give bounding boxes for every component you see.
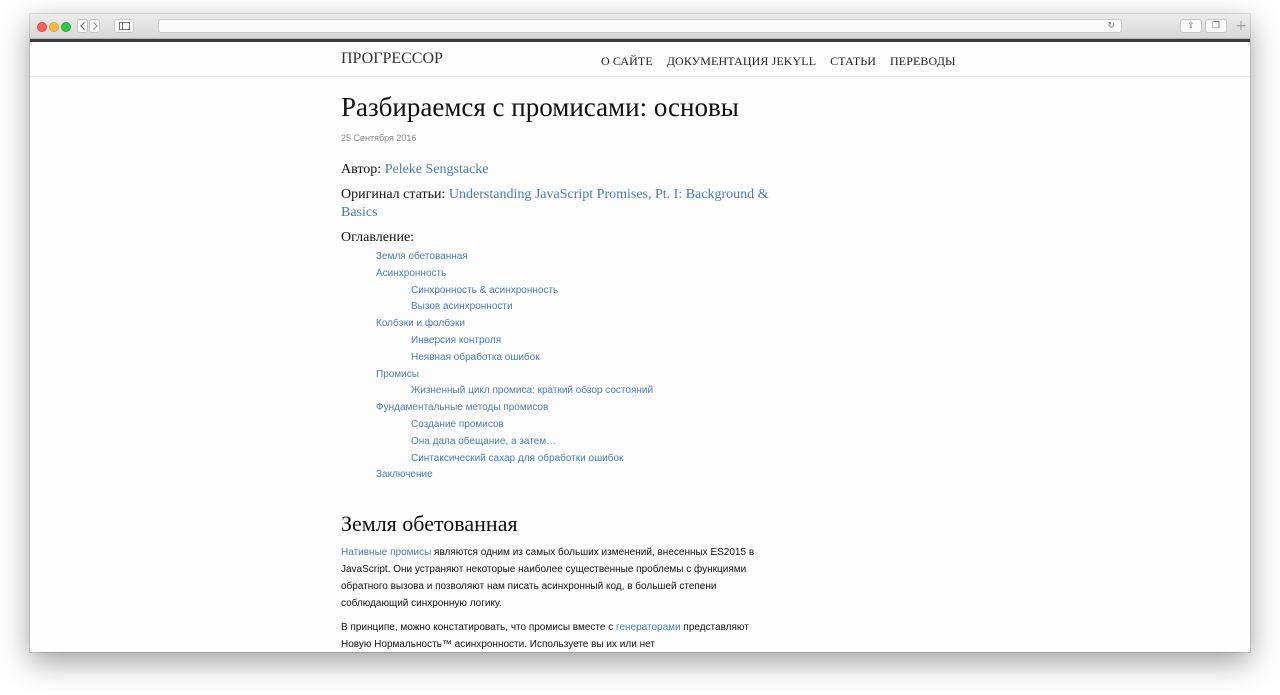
toc-item [341,299,771,316]
toc-item [341,467,771,484]
site-header [30,42,1250,77]
toc-link[interactable]: Промисы [376,368,419,380]
author-label: Автор: [341,162,385,177]
toc-item [341,434,771,451]
close-window-button[interactable] [37,22,47,32]
original-line [341,186,771,222]
original-label: Оригинал статьи: [341,187,449,202]
author-line [341,161,771,179]
forward-button[interactable] [89,19,100,33]
site-nav [601,54,956,69]
tabs-overview-button[interactable] [1205,19,1227,33]
paragraph [341,544,771,612]
toc-link[interactable]: Заключение [376,469,433,481]
toc-heading: Оглавление: [341,230,415,245]
toc-link[interactable]: Асинхронность [376,267,447,279]
toc-item [341,316,771,333]
paragraph-text: представляют Новую Нормальность™ асинхронности. Используете вы их или нет [341,622,749,651]
toc-link[interactable]: Она дала обещание, а затем… [411,435,557,447]
minimize-window-button[interactable] [49,22,59,32]
toc-link[interactable]: Колбэки и фолбэки [376,318,465,330]
toc-item [341,266,771,283]
toc-item [341,383,771,400]
toc-item [341,249,771,266]
nav-item-translations[interactable]: ПЕРЕВОДЫ [890,54,956,68]
nav-item-jekyll-docs[interactable]: ДОКУМЕНТАЦИЯ JEKYLL [666,54,817,68]
chevron-right-icon [92,22,98,30]
author-link[interactable]: Peleke Sengstacke [384,162,489,177]
post-content [341,90,771,652]
toc-link[interactable]: Неявная обработка ошибок [411,351,540,363]
toc-link[interactable]: Создание промисов [411,418,504,430]
tabs-icon: ❐ [1211,20,1221,31]
paragraph [341,619,771,652]
post-date: 25 Сентября 2016 [341,133,417,143]
toc-item [341,333,771,350]
generators-link[interactable]: генераторами [616,622,681,634]
browser-toolbar [30,14,1250,39]
paragraph-text: являются одним из самых больших изменений, внесенных ES2015 в JavaScript. Они устраняют некоторые наиболее существенные проблемы с функциями обратного вызова и позволяют нам писать асинхронный код, в большей степени соблюдающий синхронную логику. [341,547,755,610]
back-button[interactable] [77,19,88,33]
toc-item [341,417,771,434]
original-article-link[interactable]: Understanding JavaScript Promises, Pt. I: Background & Basics [341,187,769,220]
nav-item-about[interactable]: О САЙТЕ [601,54,653,68]
share-button[interactable] [1180,19,1202,33]
toc-link[interactable]: Синтаксический сахар для обработки ошибок [411,452,624,464]
new-tab-button[interactable]: + [1235,18,1247,34]
toc-link[interactable]: Жизненный цикл промиса: краткий обзор состояний [411,385,654,397]
site-title[interactable]: ПРОГРЕССОР [341,50,443,67]
paragraph-text: В принципе, можно констатировать, что промисы вместе с [341,622,617,634]
toc-item [341,400,771,417]
post-title: Разбираемся с промисами: основы [341,92,739,122]
toc-link[interactable]: Синхронность & асинхронность [411,284,559,296]
share-icon: ⇪ [1187,20,1195,31]
address-bar[interactable] [158,19,1122,33]
zoom-window-button[interactable] [61,22,71,32]
browser-window [30,14,1250,652]
table-of-contents [341,249,771,484]
toc-link[interactable]: Вызов асинхронности [411,301,513,313]
sidebar-button[interactable] [114,19,134,33]
reload-icon[interactable]: ↻ [1107,21,1115,31]
chevron-left-icon [80,22,86,30]
toc-item [341,283,771,300]
toc-link[interactable]: Земля обетованная [376,251,468,262]
native-promises-link[interactable]: Нативные промисы [341,547,432,559]
sidebar-icon [119,22,130,30]
toc-link[interactable]: Инверсия контроля [411,334,502,346]
toc-item [341,451,771,468]
nav-item-articles[interactable]: СТАТЬИ [830,54,877,68]
toc-link[interactable]: Фундаментальные методы промисов [376,402,549,414]
toc-item [341,350,771,367]
toc-item [341,367,771,384]
section-heading: Земля обетованная [341,511,518,537]
